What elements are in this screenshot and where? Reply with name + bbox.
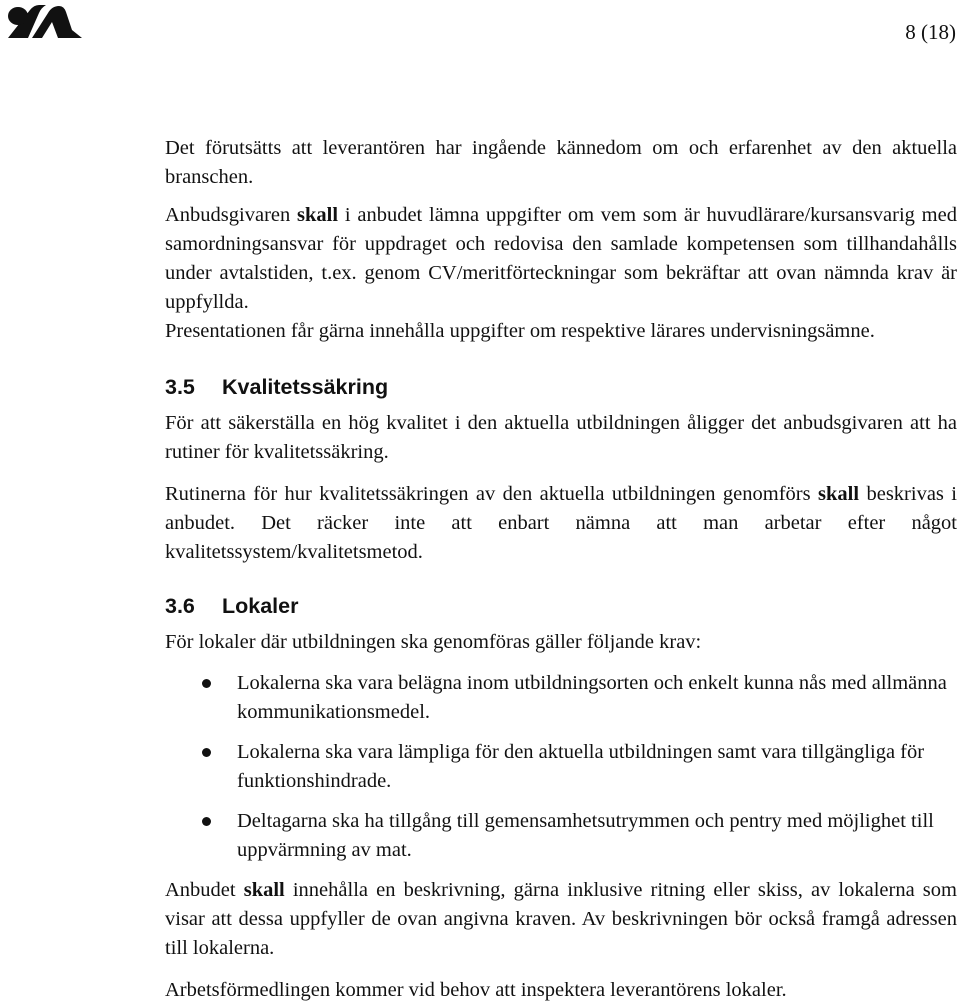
bold-term: skall: [818, 483, 860, 505]
text-segment: Anbudsgivaren: [165, 204, 298, 226]
bold-term: skall: [243, 879, 285, 901]
page-number: 8 (18): [905, 20, 956, 44]
section-3-6-intro: För lokaler där utbildningen ska genomföras gäller följande krav:: [165, 631, 702, 653]
section-3-5-paragraph-1: För att säkerställa en hög kvalitet i den aktuella utbildningen åligger det anbudsgivaren att ha rutiner för kvalitetssäkring.: [165, 412, 957, 463]
text-segment: i anbudet lämna uppgifter om vem som är huvudlärare/kursansvarig med samordningsansvar för uppdraget och redovisa den samlade kompetensen som tillhandahålls under avtalstiden, t.ex. genom CV/meritförteckningar som bekräftar att ovan nämnda krav är uppfyllda.: [165, 204, 957, 313]
text-segment: Anbudet: [165, 879, 244, 901]
list-item: [165, 807, 957, 865]
list-item-text: Lokalerna ska vara lämpliga för den aktuella utbildningen samt vara tillgängliga för funktionshindrade.: [237, 741, 925, 792]
text-segment: Rutinerna för hur kvalitetssäkringen av den aktuella utbildningen genomförs: [165, 483, 819, 505]
list-item-text: Lokalerna ska vara belägna inom utbildningsorten och enkelt kunna nås med allmänna kommunikationsmedel.: [237, 672, 947, 723]
intro-paragraph-3: Presentationen får gärna innehålla uppgifter om respektive lärares undervisningsämne.: [165, 320, 875, 342]
intro-paragraph-2: [165, 201, 957, 317]
arbetsformedlingen-logo-icon: [6, 4, 84, 40]
section-number: 3.6: [165, 594, 195, 618]
bullet-icon: [202, 748, 211, 757]
list-item: [165, 738, 957, 796]
text-segment: innehålla en beskrivning, gärna inklusive ritning eller skiss, av lokalerna som visar att dessa uppfyller de ovan angivna kraven. Av beskrivningen bör också framgå adressen till lokalerna.: [165, 879, 957, 959]
section-heading-3-6: [165, 592, 957, 620]
list-item-text: Deltagarna ska ha tillgång till gemensamhetsutrymmen och pentry med möjlighet till uppvärmning av mat.: [237, 810, 934, 861]
section-number: 3.5: [165, 375, 195, 399]
section-heading-3-5: [165, 373, 957, 401]
bullet-icon: [202, 679, 211, 688]
section-3-6-paragraph-2: Arbetsförmedlingen kommer vid behov att inspektera leverantörens lokaler.: [165, 979, 787, 1001]
bold-term: skall: [297, 204, 339, 226]
requirements-list: [165, 669, 957, 865]
section-3-6-paragraph-1: [165, 876, 957, 963]
text-segment: beskrivas i anbudet. Det räcker inte att enbart nämna att man arbetar efter något kvalitetssystem/kvalitetsmetod.: [165, 483, 957, 563]
list-item: [165, 669, 957, 727]
intro-paragraph-1: Det förutsätts att leverantören har ingående kännedom om och erfarenhet av den aktuella branschen.: [165, 137, 957, 188]
section-title: Kvalitetssäkring: [222, 375, 389, 399]
bullet-icon: [202, 817, 211, 826]
section-3-5-paragraph-2: [165, 480, 957, 567]
document-body: [165, 134, 957, 1005]
section-title: Lokaler: [222, 594, 299, 618]
